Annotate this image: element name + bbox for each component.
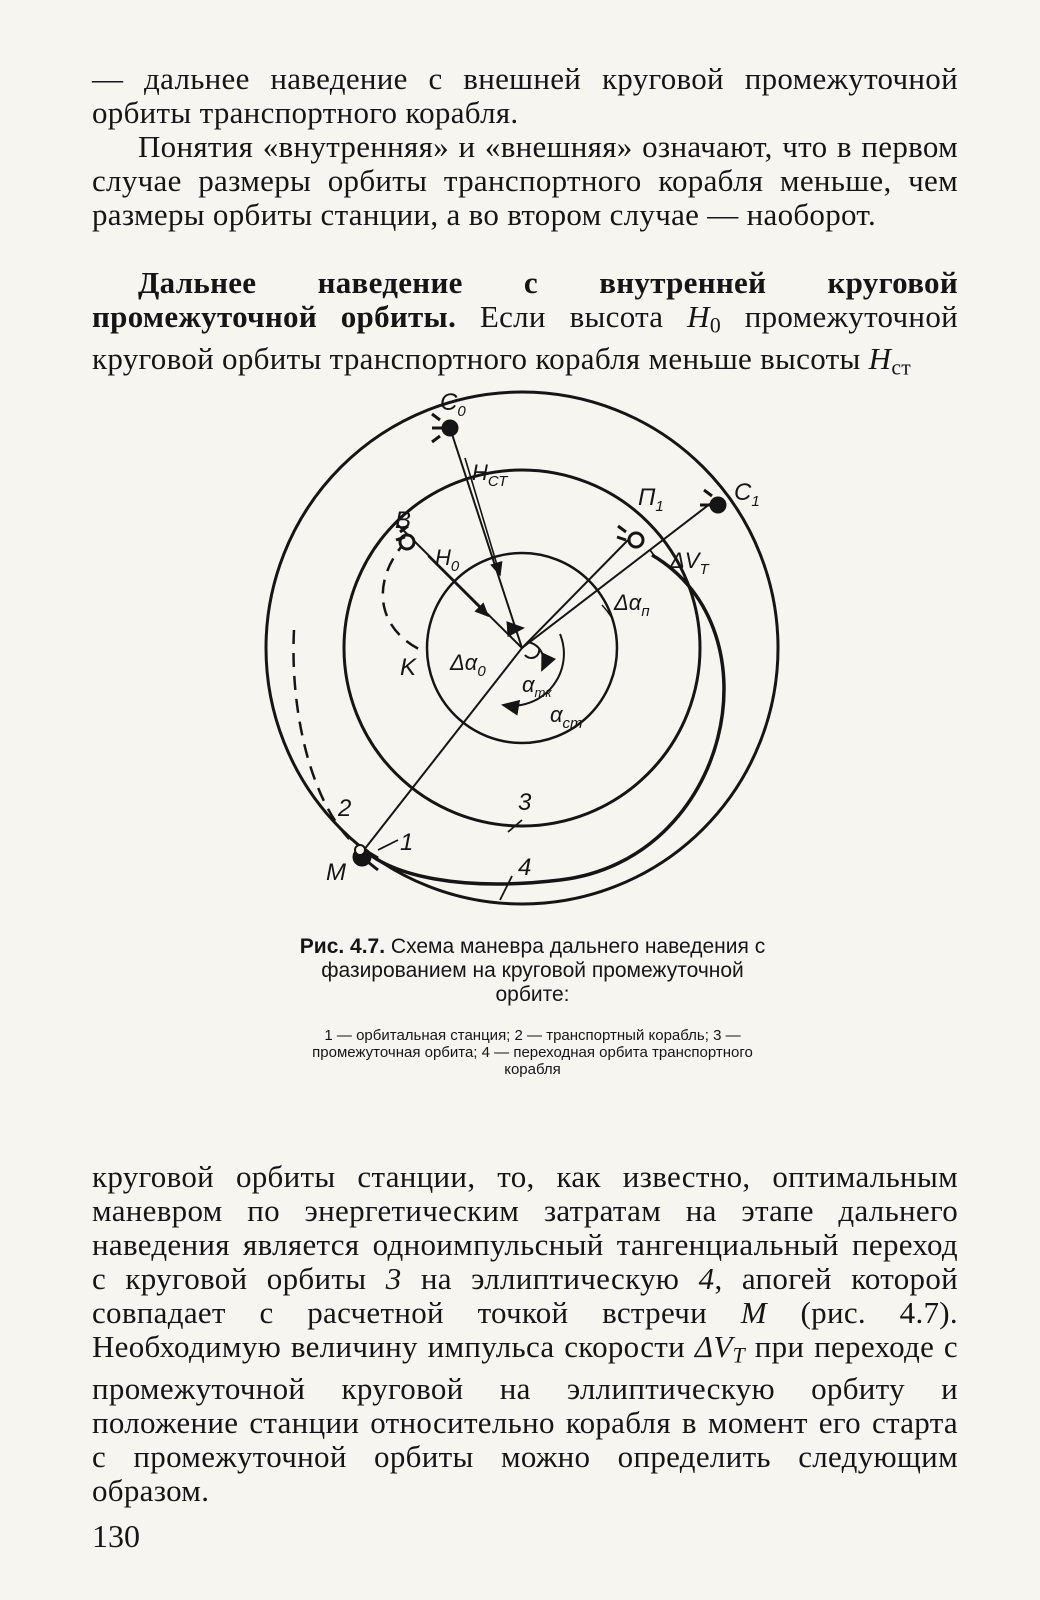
label-n4: 4 <box>518 854 532 881</box>
ship-p1-marker <box>629 533 643 547</box>
station-c1-marker <box>710 497 726 513</box>
label-n1: 1 <box>400 829 414 856</box>
paragraph-4: круговой орбиты станции, то, как известно, оптимальным маневром по энергетическим затратам на этапе дальнего наведения является одноимпульсный тангенциальный переход с круговой орбиты 3 на эллиптическую 4, апогей которой совпадает с расчетной точкой встречи M (рис. 4.7). Необходимую величину импульса скорости $\Delta V_T$ при переходе с промежуточной круговой на эллиптическую орбиту и положение станции относительно корабля в момент его старта с промежуточной орбиты можно определить следующим образом. <box>92 1159 959 1509</box>
label-delta-alpha-0: $\Delta\alpha_0$ <box>450 650 486 680</box>
phasing-path <box>383 540 425 652</box>
label-p1: $П_1$ <box>638 484 664 515</box>
orbit-maneuver-diagram <box>260 380 800 930</box>
label-alpha-st: $\alpha_{ст}$ <box>550 702 583 732</box>
transfer-orbit <box>365 555 724 884</box>
section-heading: Дальнее наведение с внутренней круговой промежуточной орбиты. <box>92 265 958 334</box>
label-delta-alpha-p: $\Delta\alpha_п$ <box>614 590 650 620</box>
label-k: K <box>400 654 417 681</box>
paragraph-2: Понятия «внутренняя» и «внешняя» означают, что в первом случае размеры орбиты транспортного корабля меньше, чем размеры орбиты станции, а во втором случае — наоборот. <box>92 129 958 232</box>
label-hst: $H_{СТ}$ <box>472 460 508 490</box>
label-n3: 3 <box>518 789 532 816</box>
page-number: 130 <box>92 1518 140 1554</box>
label-c0: $C_0$ <box>440 389 466 420</box>
label-delta-vt: $\Delta V_T$ <box>670 548 709 578</box>
label-alpha-tk: $\alpha_{тк}$ <box>522 672 552 700</box>
label-m: M <box>326 859 346 886</box>
figure-caption: Рис. 4.7. Схема маневра дальнего наведения с фазированием на круговой промежуточной орбите: <box>299 935 766 1006</box>
station-c0-marker <box>442 420 458 436</box>
paragraph-3: Дальнее наведение с внутренней круговой промежуточной орбиты. Если высота $H_0$ промежуточной круговой орбиты транспортного корабля меньше высоты $H_{ст}$ <box>92 265 959 380</box>
paragraph-1: — дальнее наведение с внешней круговой промежуточной орбиты транспортного корабля. <box>92 61 958 130</box>
label-n2: 2 <box>338 795 352 822</box>
figure-legend: 1 — орбитальная станция; 2 — транспортный корабль; 3 — промежуточная орбита; 4 — переходная орбита транспортного корабля <box>312 1027 753 1078</box>
label-b: B <box>395 507 412 534</box>
label-h0: $H_0$ <box>435 545 460 575</box>
label-c1: $C_1$ <box>734 479 760 510</box>
